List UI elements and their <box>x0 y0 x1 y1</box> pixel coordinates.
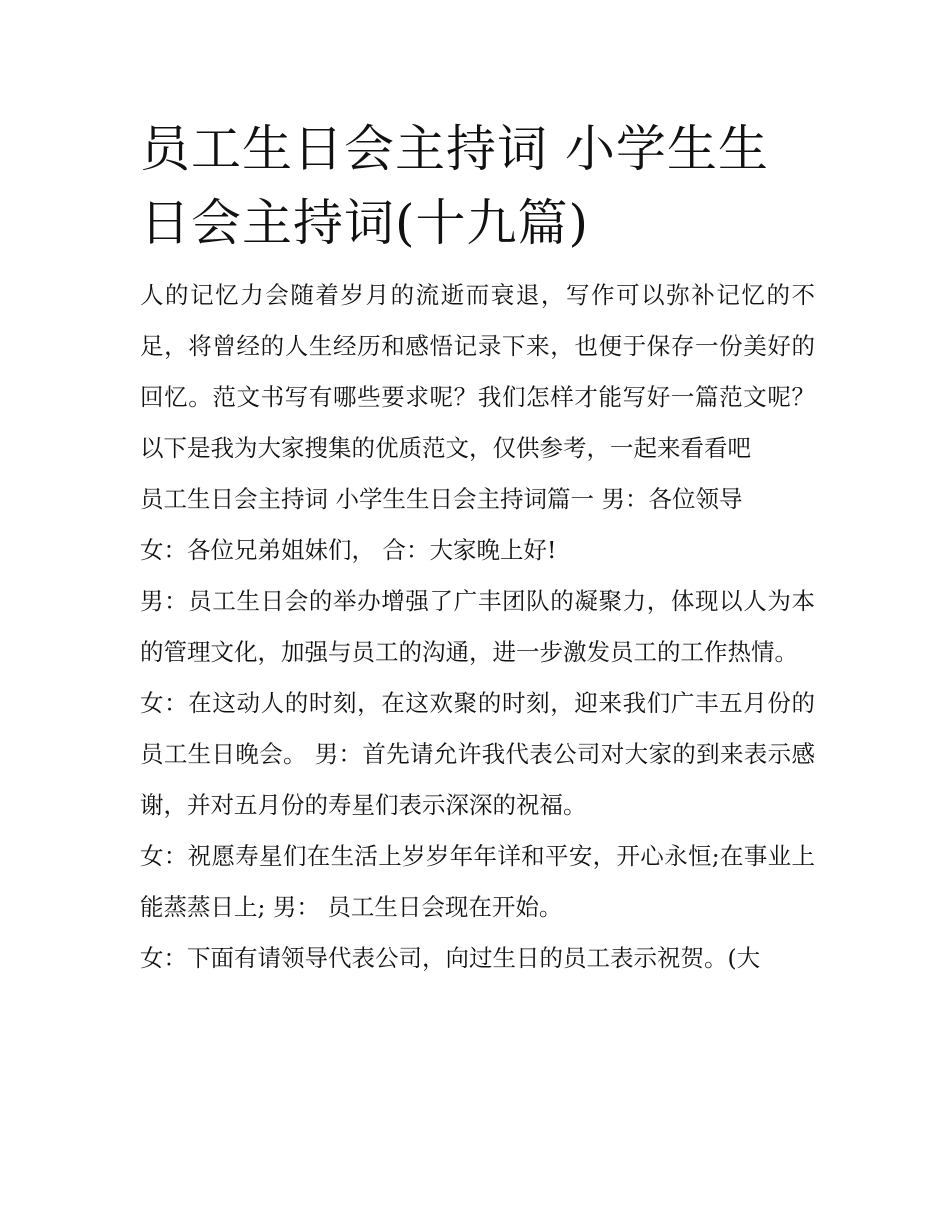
document-title: 员工生日会主持词 小学生生日会主持词(十九篇) <box>140 120 769 252</box>
paragraph-greeting: 女：各位兄弟姐妹们， 合：大家晚上好! <box>140 536 557 564</box>
paragraph-male-opening: 男：员工生日会的举办增强了广丰团队的凝聚力，体现以人为本的管理文化，加强与员工的沟通，进一步激发员工的工作热情。 <box>140 587 815 666</box>
paragraph-intro: 人的记忆力会随着岁月的流逝而衰退，写作可以弥补记忆的不足，将曾经的人生经历和感悟记录下来，也便于保存一份美好的回忆。范文书写有哪些要求呢？我们怎样才能写好一篇范文呢？以下是我为大家搜集的优质范文，仅供参考，一起来看看吧 <box>140 281 815 462</box>
paragraph-wishes: 女：祝愿寿星们在生活上岁岁年年详和平安，开心永恒;在事业上能蒸蒸日上; 男： 员工生日会现在开始。 <box>140 842 815 921</box>
paragraph-female-opening: 女：在这动人的时刻，在这欢聚的时刻，迎来我们广丰五月份的员工生日晚会。 男：首先请允许我代表公司对大家的到来表示感谢，并对五月份的寿星们表示深深的祝福。 <box>140 689 815 819</box>
document-page <box>140 112 815 984</box>
paragraph-leader-invite: 女：下面有请领导代表公司，向过生日的员工表示祝贺。(大 <box>140 944 761 972</box>
paragraph-section-heading: 员工生日会主持词 小学生生日会主持词篇一 男：各位领导 <box>140 485 743 513</box>
